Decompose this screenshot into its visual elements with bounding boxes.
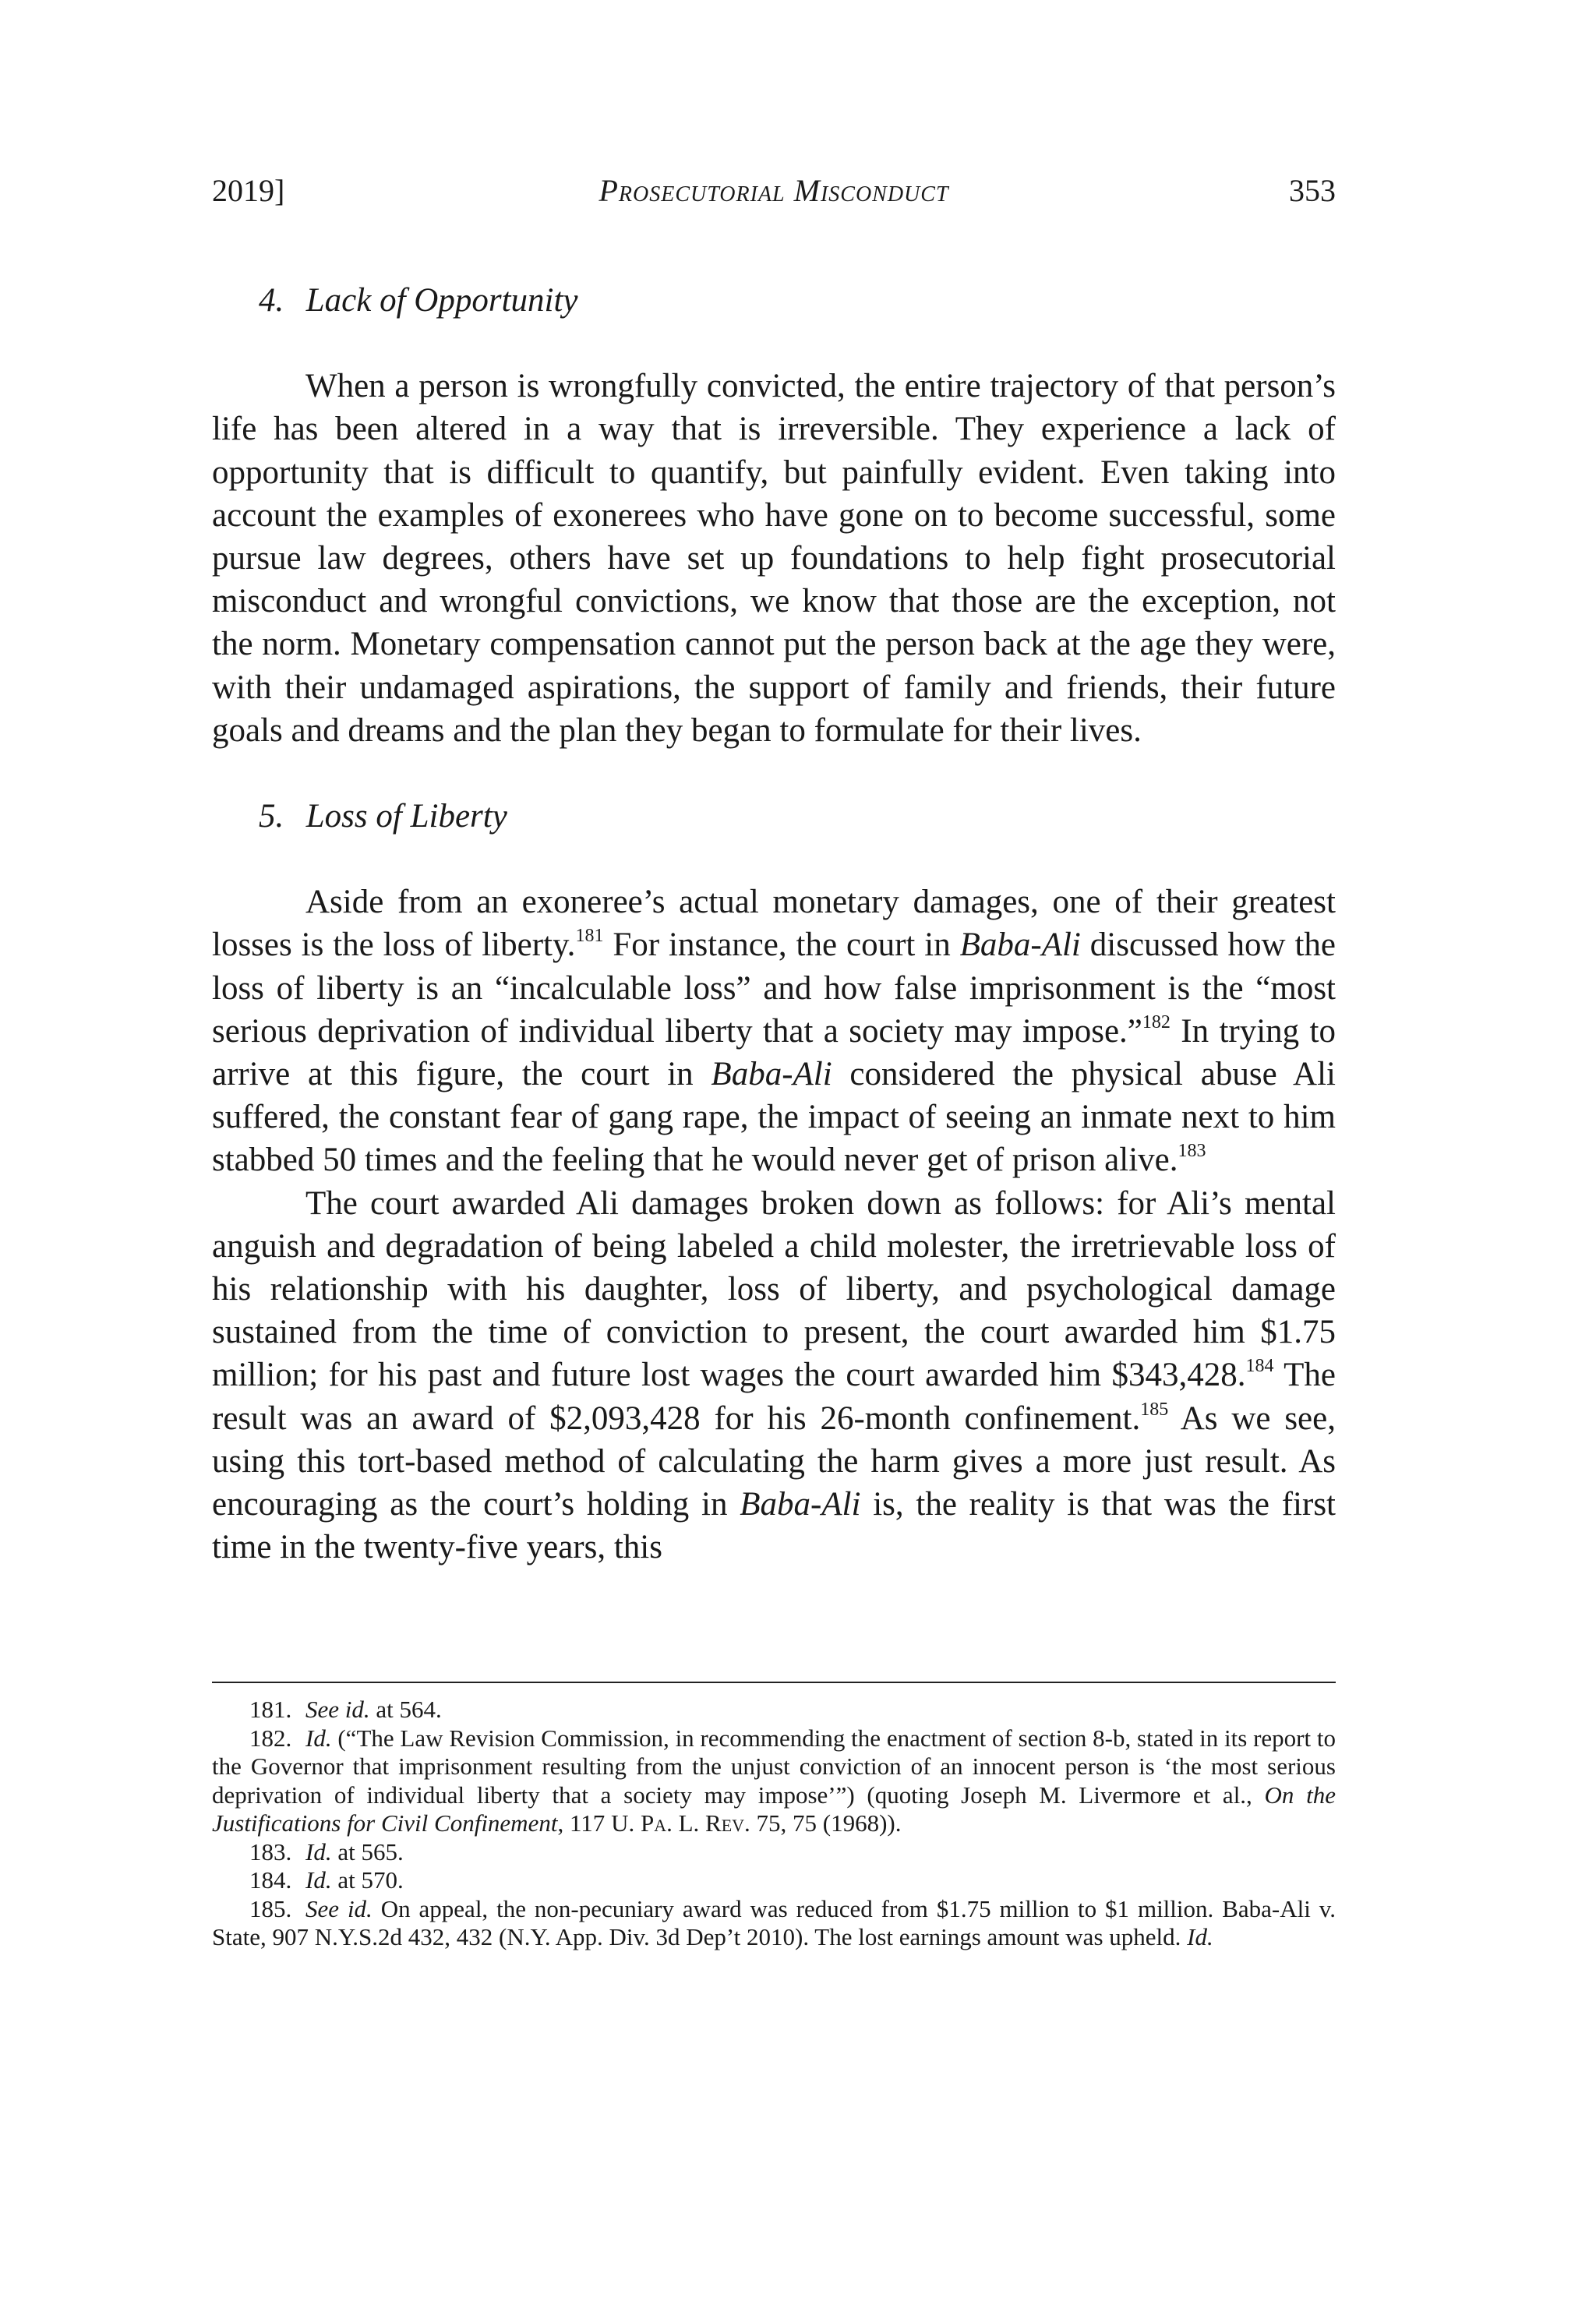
signal: See id. [305,1696,370,1723]
page-number: 353 [1289,173,1336,208]
footnote-text: at 565. [331,1837,404,1865]
text-run: is, the reality is that was the first time in the twenty-five years, this [212,1486,1336,1566]
section-5-paragraph-2 [212,1182,1336,1569]
case-name: Baba-Ali [959,927,1081,964]
section-5-title: Loss of Liberty [305,798,507,835]
footnote-text: at 564. [369,1696,442,1723]
footnote-ref-185[interactable]: 185 [1140,1399,1169,1420]
text-run: For instance, the court in [603,927,960,964]
footnote-183 [212,1838,1336,1867]
header-year: 2019] [212,173,285,208]
footnote-number: 182. [249,1724,292,1752]
footnote-184 [212,1866,1336,1895]
signal: Id. [305,1837,332,1865]
text-run: As we see, using this tort-based method of calculating the harm gives a more just result. As encouraging as the court’s holding in [212,1400,1336,1523]
case-name: Baba-Ali [740,1486,861,1523]
section-4-paragraph: When a person is wrongfully convicted, the entire trajectory of that person’s life has been altered in a way that is irreversible. They experience a lack of opportunity that is difficult to quantify, but painfully evident. Even taking into account the examples of exonerees who have gone on to become successful, some pursue law degrees, others have set up foundations to help fight prosecutorial misconduct and wrongful convictions, we know that those are the exception, not the norm. Monetary compensation cannot put the person back at the age they were, with their undamaged aspirations, the support of family and friends, their future goals and dreams and the plan they began to formulate for their lives. [212,368,1336,749]
text-run: Aside from an exoneree’s actual monetary damages, one of their greatest losses is the loss of liberty. [212,884,1336,964]
footnote-185 [212,1895,1336,1952]
text-run: considered the physical abuse Ali suffered, the constant fear of gang rape, the impact of seeing an inmate next to him stabbed 50 times and the feeling that he would never get of prison alive. [212,1056,1336,1179]
signal: Id. [305,1724,332,1752]
footnote-number: 181. [249,1696,292,1723]
footnote-text: On appeal, the non-pecuniary award was reduced from $1.75 million to $1 million. Baba-Ali v. State, 907 N.Y.S.2d 432, 432 (N.Y. App. Div. 3d Dep’t 2010). The lost earnings amount was upheld. [212,1894,1336,1950]
footnote-181 [212,1696,1336,1724]
header-title: Prosecutorial Misconduct [598,173,949,208]
footnote-divider [212,1682,1336,1683]
signal: Id. [305,1866,332,1894]
case-name: Baba-Ali [711,1056,832,1093]
footnote-number: 184. [249,1866,292,1894]
section-4-number: 4. [259,282,284,319]
text-run: The result was an award of $2,093,428 for his 26-month confinement. [212,1357,1336,1437]
footnote-ref-182[interactable]: 182 [1142,1011,1171,1032]
footnote-text: at 570. [331,1866,404,1894]
signal: Id. [1187,1923,1213,1950]
article-title: On the Justifications for Civil Confinement [212,1781,1336,1837]
running-header [212,168,1336,214]
journal-name: U. Pa. L. Rev. [611,1809,750,1837]
section-4-heading [212,279,1336,322]
section-5-paragraph-1 [212,881,1336,1181]
footnote-text: (“The Law Revision Commission, in recommending the enactment of section 8-b, stated in its report to the Governor that imprisonment resulting from the unjust conviction of an innocent person is ‘the most serious deprivation of individual liberty that a society may impose’”) (quoting Joseph M. Livermore et al., [212,1724,1336,1809]
footnote-ref-181[interactable]: 181 [575,926,604,947]
footnote-number: 183. [249,1837,292,1865]
footnotes [212,1696,1336,1952]
text-run: The court awarded Ali damages broken down as follows: for Ali’s mental anguish and degradation of being labeled a child molester, the irretrievable loss of his relationship with his daughter, loss of liberty, and psychological damage sustained from the time of conviction to present, the court awarded him $1.75 million; for his past and future lost wages the court awarded him $343,428. [212,1184,1336,1394]
footnote-ref-184[interactable]: 184 [1245,1356,1274,1377]
footnote-text: , 117 [557,1809,612,1837]
footnote-182 [212,1724,1336,1838]
footnote-text: 75, 75 (1968)). [750,1809,902,1837]
signal: See id. [305,1894,373,1922]
section-5-heading [212,795,1336,838]
footnote-ref-183[interactable]: 183 [1178,1141,1206,1162]
text-run: In trying to arrive at this figure, the court in [212,1012,1336,1093]
footnote-number: 185. [249,1894,292,1922]
text-run: discussed how the loss of liberty is an “incalculable loss” and how false imprisonment is the “most serious deprivation of individual liberty that a society may impose.” [212,927,1336,1050]
section-5-number: 5. [259,798,284,835]
section-4-title: Lack of Opportunity [305,282,578,319]
main-text [212,279,1336,1569]
